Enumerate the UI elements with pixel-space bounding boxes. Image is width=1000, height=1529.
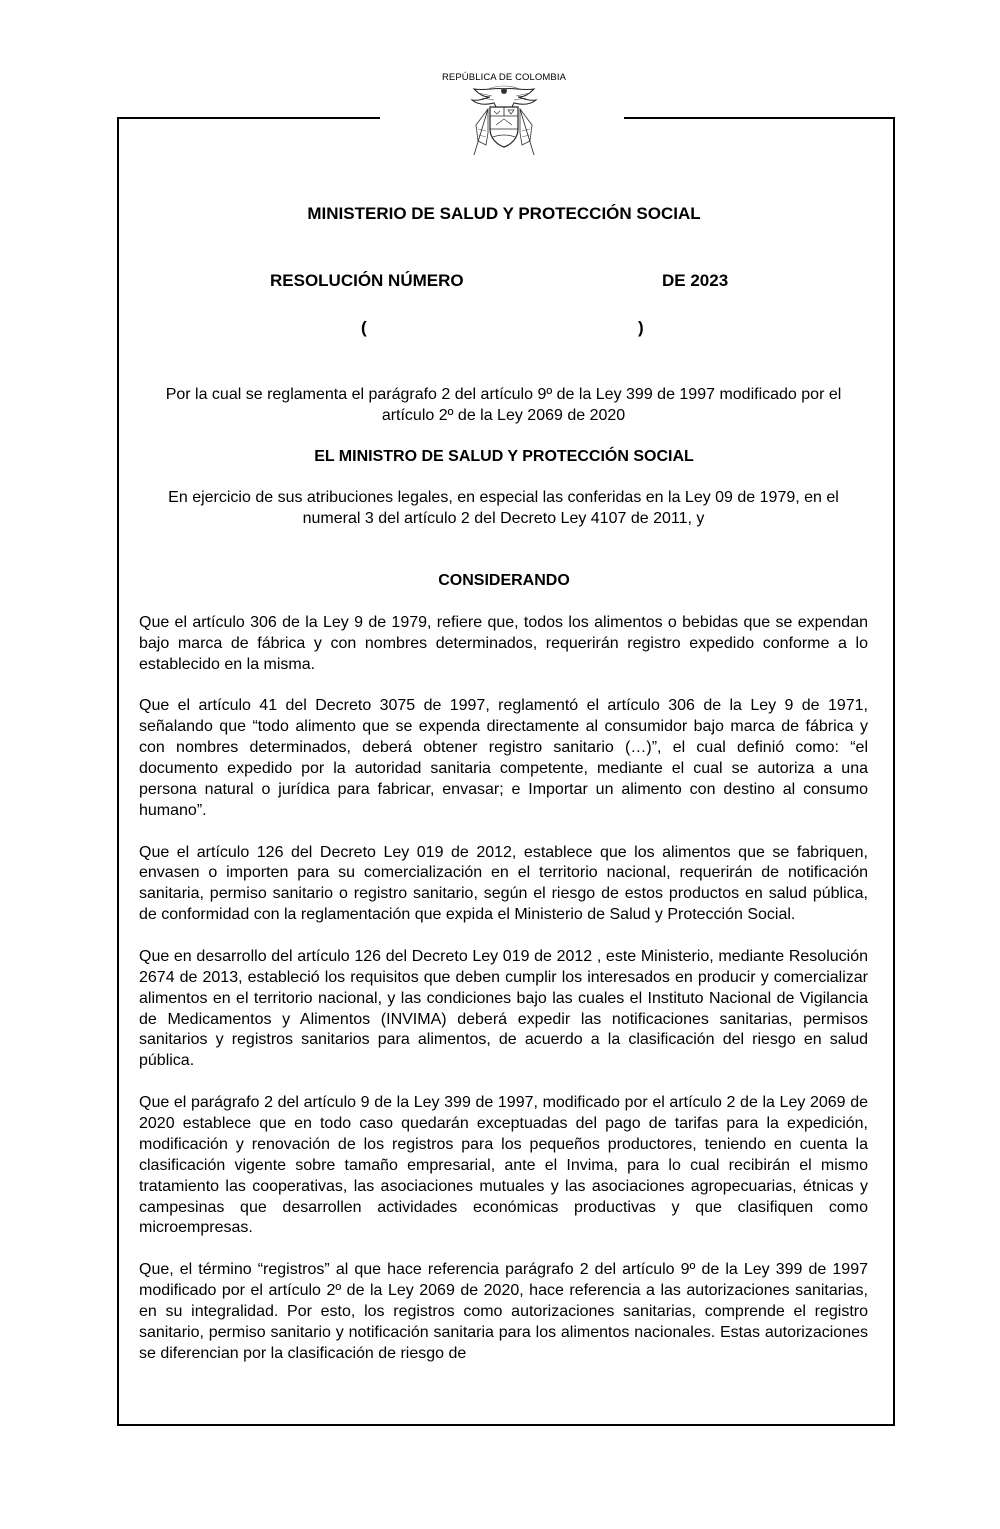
frame-left-line [117, 117, 119, 1426]
republic-header: REPÚBLICA DE COLOMBIA [441, 72, 567, 83]
colombia-coat-of-arms-icon [466, 85, 542, 157]
paragraph: Que el parágrafo 2 del artículo 9 de la Ley 399 de 1997, modificado por el artículo 2 de la Ley 2069 de 2020 establece que en todo caso quedarán exceptuadas del pago de tarifas para la expedición, modificación y renovación de los registros para los pequeños productores, teniendo en cuenta la clasificación vigente sobre tamaño empresarial, ante el Invima, para lo cual recibirán el mismo tratamiento las cooperativas, las asociaciones mutuales y las asociaciones agropecuarias, étnicas y campesinas que desarrollen actividades económicas productivas y que clasifiquen como microempresas. [139, 1093, 868, 1237]
paragraph: Que en desarrollo del artículo 126 del Decreto Ley 019 de 2012 , este Ministerio, mediante Resolución 2674 de 2013, estableció los requisitos que deben cumplir los interesados en producir y comercializar alimentos en el territorio nacional, y las condiciones bajo las cuales el Instituto Nacional de Vigilancia de Medicamentos y Alimentos (INVIMA) deberá expedir las notificaciones sanitarias, permisos sanitarios y registros sanitarios para alimentos, de acuerdo a la clasificación del riesgo en salud pública. [139, 947, 868, 1070]
resolution-subject: Por la cual se reglamenta el parágrafo 2 del artículo 9º de la Ley 399 de 1997 modificado por el artículo 2º de la Ley 2069 de 2020 [165, 386, 842, 424]
signatory-heading: EL MINISTRO DE SALUD Y PROTECCIÓN SOCIAL [314, 448, 694, 465]
resolution-number-label: RESOLUCIÓN NÚMERO [270, 271, 464, 290]
frame-right-line [893, 117, 895, 1426]
paragraph: Que el artículo 126 del Decreto Ley 019 de 2012, establece que los alimentos que se fabriquen, envasen o importen para su comercialización en el territorio nacional, requerirán de notificación sanitaria, permiso sanitario o registro sanitario, según el riesgo de estos productos en salud pública, de conformidad con la reglamentación que expida el Ministerio de Salud y Protección Social. [139, 843, 868, 924]
frame-bottom-line [117, 1424, 895, 1426]
resolution-date-paren-open: ( [361, 318, 367, 337]
paragraph: Que, el término “registros” al que hace referencia parágrafo 2 del artículo 9º de la Ley 399 de 1997 modificado por el artículo 2º de la Ley 2069 de 2020, hace referencia a las autorizaciones sanitarias, en su integralidad. Por esto, los registros como autorizaciones sanitarias, comprende el registro sanitario, permiso sanitario y notificación sanitaria para los alimentos nacionales. Estas autorizaciones se diferencian por la clasificación de riesgo de [139, 1261, 868, 1362]
resolution-year-label: DE 2023 [662, 271, 729, 290]
frame-top-left-line [117, 117, 380, 119]
considerando-body [139, 613, 868, 1385]
paragraph: Que el artículo 306 de la Ley 9 de 1979, refiere que, todos los alimentos o bebidas que se expendan bajo marca de fábrica y con nombres determinados, requerirán registro expedido conforme a lo establecido en la misma. [139, 614, 868, 673]
ministry-title: MINISTERIO DE SALUD Y PROTECCIÓN SOCIAL [307, 204, 701, 223]
resolution-date-paren-close: ) [638, 318, 644, 337]
authority-statement: En ejercicio de sus atribuciones legales, en especial las conferidas en la Ley 09 de 1979, en el numeral 3 del artículo 2 del Decreto Ley 4107 de 2011, y [168, 489, 839, 527]
considerando-heading: CONSIDERANDO [438, 572, 570, 589]
frame-top-right-line [624, 117, 895, 119]
paragraph: Que el artículo 41 del Decreto 3075 de 1997, reglamentó el artículo 306 de la Ley 9 de 1971, señalando que “todo alimento que se expenda directamente al consumidor bajo marca de fábrica y con nombres determinados, deberá obtener registro sanitario (…)”, el cual definió como: “el documento expedido por la autoridad sanitaria competente, mediante el cual se autoriza a una persona natural o jurídica para fabricar, envasar; e Importar un alimento con destino al consumo humano”. [139, 697, 868, 819]
